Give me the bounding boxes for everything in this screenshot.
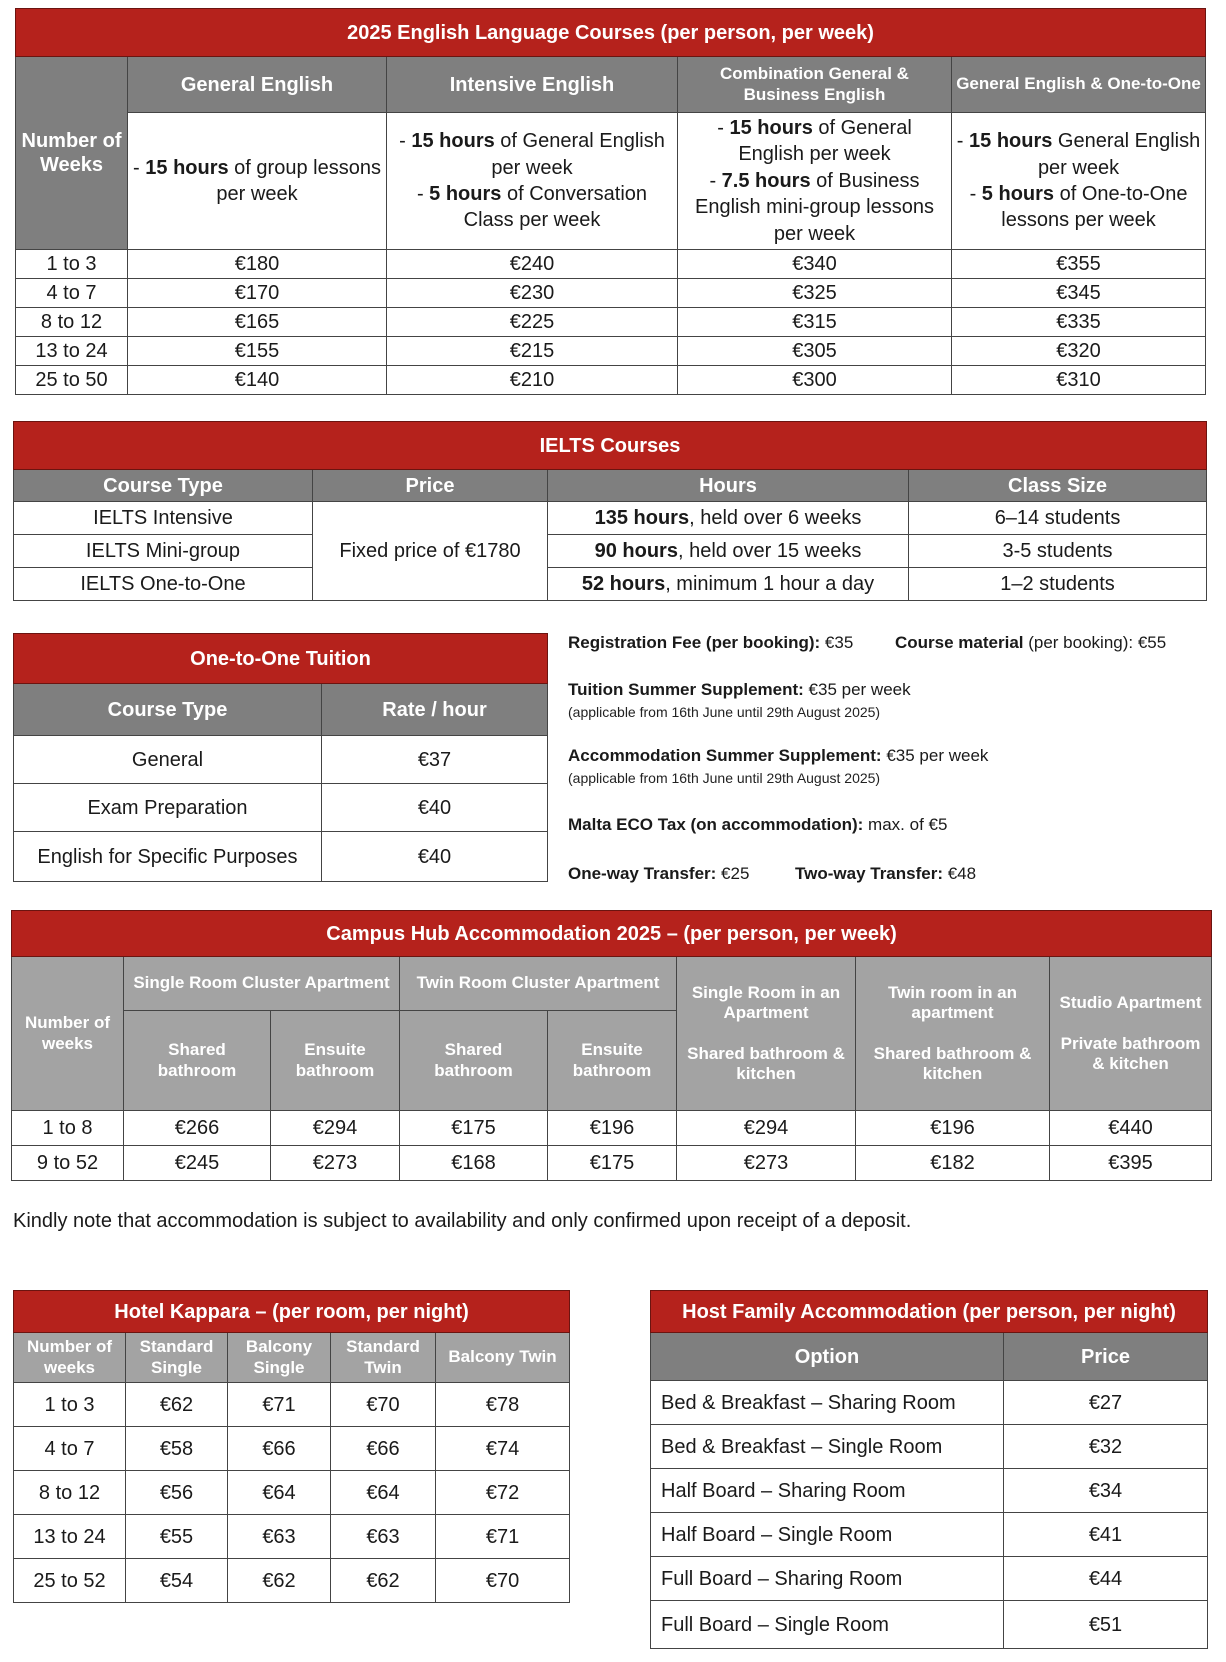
table-row: Bed & Breakfast – Single Room €32 xyxy=(651,1425,1208,1469)
column-header: Course Type xyxy=(14,684,322,736)
weeks-header: Number of weeks xyxy=(12,957,124,1111)
table-row: 25 to 52 €54 €62 €62 €70 xyxy=(14,1559,570,1603)
table-row: English for Specific Purposes €40 xyxy=(14,832,548,882)
bathroom-header: Shared bathroom xyxy=(400,1011,548,1111)
one-to-one-title: One-to-One Tuition xyxy=(14,634,548,684)
column-header: Number of weeks xyxy=(14,1333,126,1383)
table-row: Exam Preparation €40 xyxy=(14,784,548,832)
table-row: 8 to 12 €165 €225 €315 €335 xyxy=(16,308,1206,337)
course-name: General English xyxy=(128,57,387,113)
room-type-header: Studio Apartment Private bathroom & kitchen xyxy=(1050,957,1212,1111)
availability-note: Kindly note that accommodation is subject to availability and only confirmed upon receipt of a deposit. xyxy=(13,1210,912,1232)
column-header: Class Size xyxy=(909,470,1207,502)
table-row: Full Board – Single Room €51 xyxy=(651,1601,1208,1649)
column-header: Standard Single xyxy=(126,1333,228,1383)
accommodation-summer-supplement: Accommodation Summer Supplement: €35 per week xyxy=(568,746,989,765)
course-name: General English & One-to-One xyxy=(952,57,1206,113)
table-row: IELTS Intensive Fixed price of €1780 135 hours, held over 6 weeks 6–14 students xyxy=(14,502,1207,535)
room-group-header: Twin Room Cluster Apartment xyxy=(400,957,677,1011)
eco-tax: Malta ECO Tax (on accommodation): max. of €5 xyxy=(568,815,948,834)
table-row: IELTS Mini-group 90 hours, held over 15 weeks 3-5 students xyxy=(14,535,1207,568)
column-header: Balcony Twin xyxy=(436,1333,570,1383)
course-name: Combination General & Business English xyxy=(678,57,952,113)
course-material-fee: Course material (per booking): €55 xyxy=(895,633,1167,652)
accommodation-supplement-note: (applicable from 16th June until 29th August 2025) xyxy=(568,770,881,786)
column-header: Price xyxy=(313,470,548,502)
english-courses-table xyxy=(15,8,1205,394)
table-row: 4 to 7 €170 €230 €325 €345 xyxy=(16,279,1206,308)
table-row: Bed & Breakfast – Sharing Room €27 xyxy=(651,1381,1208,1425)
course-description: - 15 hours of group lessons per week xyxy=(128,113,387,250)
table-row: 9 to 52 €245 €273 €168 €175 €273 €182 €395 xyxy=(12,1146,1212,1181)
table-row: 1 to 3 €62 €71 €70 €78 xyxy=(14,1383,570,1427)
table-row: 1 to 8 €266 €294 €175 €196 €294 €196 €440 xyxy=(12,1111,1212,1146)
two-way-transfer: Two-way Transfer: €48 xyxy=(795,864,977,883)
tuition-supplement-note: (applicable from 16th June until 29th August 2025) xyxy=(568,704,881,720)
table-row: Full Board – Sharing Room €44 xyxy=(651,1557,1208,1601)
ielts-table xyxy=(13,421,1206,601)
campus-hub-title: Campus Hub Accommodation 2025 – (per person, per week) xyxy=(12,911,1212,957)
table-row: 8 to 12 €56 €64 €64 €72 xyxy=(14,1471,570,1515)
english-courses-title: 2025 English Language Courses (per person, per week) xyxy=(16,9,1206,57)
room-type-header: Twin room in an apartment Shared bathroom & kitchen xyxy=(856,957,1050,1111)
registration-fee: Registration Fee (per booking): €35 xyxy=(568,633,854,652)
ielts-title: IELTS Courses xyxy=(14,422,1207,470)
room-group-header: Single Room Cluster Apartment xyxy=(124,957,400,1011)
table-row: 4 to 7 €58 €66 €66 €74 xyxy=(14,1427,570,1471)
room-type-header: Single Room in an Apartment Shared bathroom & kitchen xyxy=(677,957,856,1111)
course-description: - 15 hours of General English per week - 7.5 hours of Business English mini-group lessons per week xyxy=(678,113,952,250)
column-header: Price xyxy=(1004,1333,1208,1381)
column-header: Course Type xyxy=(14,470,313,502)
ielts-price: Fixed price of €1780 xyxy=(313,502,548,601)
one-way-transfer: One-way Transfer: €25 xyxy=(568,864,750,883)
table-row: Half Board – Sharing Room €34 xyxy=(651,1469,1208,1513)
table-row: Half Board – Single Room €41 xyxy=(651,1513,1208,1557)
column-header: Option xyxy=(651,1333,1004,1381)
column-header: Balcony Single xyxy=(228,1333,331,1383)
column-header: Standard Twin xyxy=(331,1333,436,1383)
host-family-title: Host Family Accommodation (per person, per night) xyxy=(651,1291,1208,1333)
table-row: 13 to 24 €55 €63 €63 €71 xyxy=(14,1515,570,1559)
tuition-summer-supplement: Tuition Summer Supplement: €35 per week xyxy=(568,680,911,699)
course-description: - 15 hours General English per week - 5 hours of One-to-One lessons per week xyxy=(952,113,1206,250)
bathroom-header: Shared bathroom xyxy=(124,1011,271,1111)
course-name: Intensive English xyxy=(387,57,678,113)
weeks-header: Number of Weeks xyxy=(16,57,128,250)
hotel-kappara-table xyxy=(13,1290,569,1602)
table-row: 13 to 24 €155 €215 €305 €320 xyxy=(16,337,1206,366)
table-row: 1 to 3 €180 €240 €340 €355 xyxy=(16,250,1206,279)
course-description: - 15 hours of General English per week - 5 hours of Conversation Class per week xyxy=(387,113,678,250)
table-row: IELTS One-to-One 52 hours, minimum 1 hour a day 1–2 students xyxy=(14,568,1207,601)
bathroom-header: Ensuite bathroom xyxy=(548,1011,677,1111)
campus-hub-table xyxy=(11,910,1211,1181)
host-family-table xyxy=(650,1290,1207,1648)
column-header: Rate / hour xyxy=(322,684,548,736)
hotel-kappara-title: Hotel Kappara – (per room, per night) xyxy=(14,1291,570,1333)
one-to-one-table xyxy=(13,633,547,881)
bathroom-header: Ensuite bathroom xyxy=(271,1011,400,1111)
table-row: General €37 xyxy=(14,736,548,784)
table-row: 25 to 50 €140 €210 €300 €310 xyxy=(16,366,1206,395)
column-header: Hours xyxy=(548,470,909,502)
